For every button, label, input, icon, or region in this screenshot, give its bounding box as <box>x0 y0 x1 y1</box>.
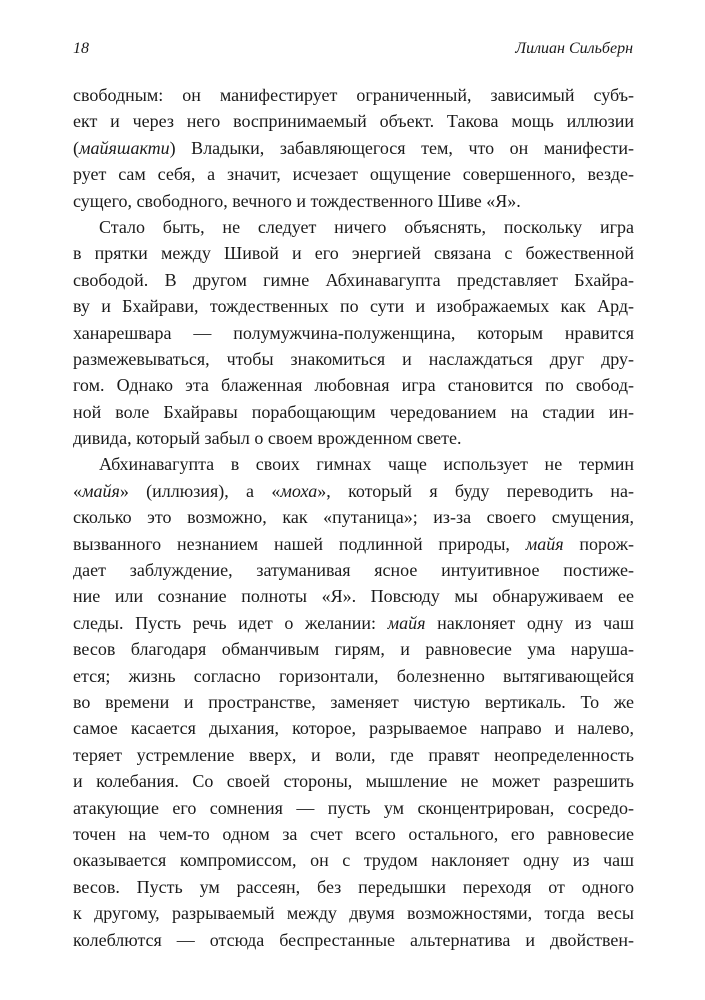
text-line: ву и Бхайрави, тождественных по сути и изображаемых как Ард- <box>73 296 634 317</box>
text-line: сущего, свободного, вечного и тождественного Шиве «Я». <box>73 190 521 211</box>
text-line: во времени и пространстве, заменяет чистую вертикаль. То же <box>73 691 634 712</box>
text-line: Абхинавагупта в своих гимнах чаще использует не термин <box>99 454 634 475</box>
text-line: в прятки между Шивой и его энергией связана с божественной <box>73 243 634 264</box>
text-line: оказывается компромиссом, он с трудом наклоняет одну из чаш <box>73 850 634 871</box>
text-line: весов. Пусть ум рассеян, без передышки переходя от одного <box>73 876 634 897</box>
text-line: размежевываться, чтобы знакомиться и наслаждаться друг дру- <box>73 348 634 369</box>
text-line: теряет устремление вверх, и воли, где правят неопределенность <box>73 744 634 765</box>
text-line: вызванного незнанием нашей подлинной природы, майя порож- <box>73 533 635 554</box>
running-title: Лилиан Сильберн <box>515 40 633 57</box>
text-line: ние или сознание полноты «Я». Повсюду мы обнаруживаем ее <box>73 586 634 607</box>
text-line: колеблются — отсюда беспрестанные альтернатива и двойствен- <box>73 929 634 950</box>
text-line: рует сам себя, а значит, исчезает ощущение совершенного, везде- <box>73 164 634 185</box>
text-line: дает заблуждение, затуманивая ясное интуитивное постиже- <box>73 560 634 581</box>
text-line: свободным: он манифестирует ограниченный, зависимый субъ- <box>73 85 634 105</box>
text-line: свободой. В другом гимне Абхинавагупта представляет Бхайра- <box>73 269 634 290</box>
text-line: (майяшакти) Владыки, забавляющегося тем, что он манифести- <box>73 137 634 158</box>
text-line: атакующие его сомнения — пусть ум сконцентрирован, сосредо- <box>73 797 634 818</box>
text-line: ект и через него воспринимаемый объект. Такова мощь иллюзии <box>73 111 634 132</box>
page-header <box>73 40 633 62</box>
text-line: дивида, который забыл о своем врожденном свете. <box>73 428 462 449</box>
text-line: к другому, разрываемый между двумя возможностями, тогда весы <box>73 903 634 924</box>
text-line: весов благодаря обманчивым гирям, и равновесие ума наруша- <box>73 639 634 660</box>
text-line: Стало быть, не следует ничего объяснять, поскольку игра <box>99 216 634 237</box>
text-line: ной воле Бхайравы порабощающим чередованием на стадии ин- <box>73 401 634 422</box>
text-line: точен на чем-то одном за счет всего остального, его равновесие <box>73 823 634 844</box>
text-line: ханарешвара — полумужчина-полуженщина, которым нравится <box>73 322 634 343</box>
text-line: «майя» (иллюзия), а «моха», который я буду переводить на- <box>73 480 634 501</box>
text-line: и колебания. Со своей стороны, мышление не может разрешить <box>73 771 634 792</box>
text-line: сколько это возможно, как «путаница»; из-за своего смущения, <box>73 507 634 528</box>
text-line: самое касается дыхания, которое, разрываемое направо и налево, <box>73 718 634 739</box>
text-line: гом. Однако эта блаженная любовная игра становится по свобод- <box>73 375 634 396</box>
text-line: следы. Пусть речь идет о желании: майя наклоняет одну из чаш <box>73 612 634 633</box>
page-number: 18 <box>73 40 89 57</box>
text-line: ется; жизнь согласно горизонтали, болезненно вытягивающейся <box>73 665 634 686</box>
body-text <box>73 82 634 953</box>
